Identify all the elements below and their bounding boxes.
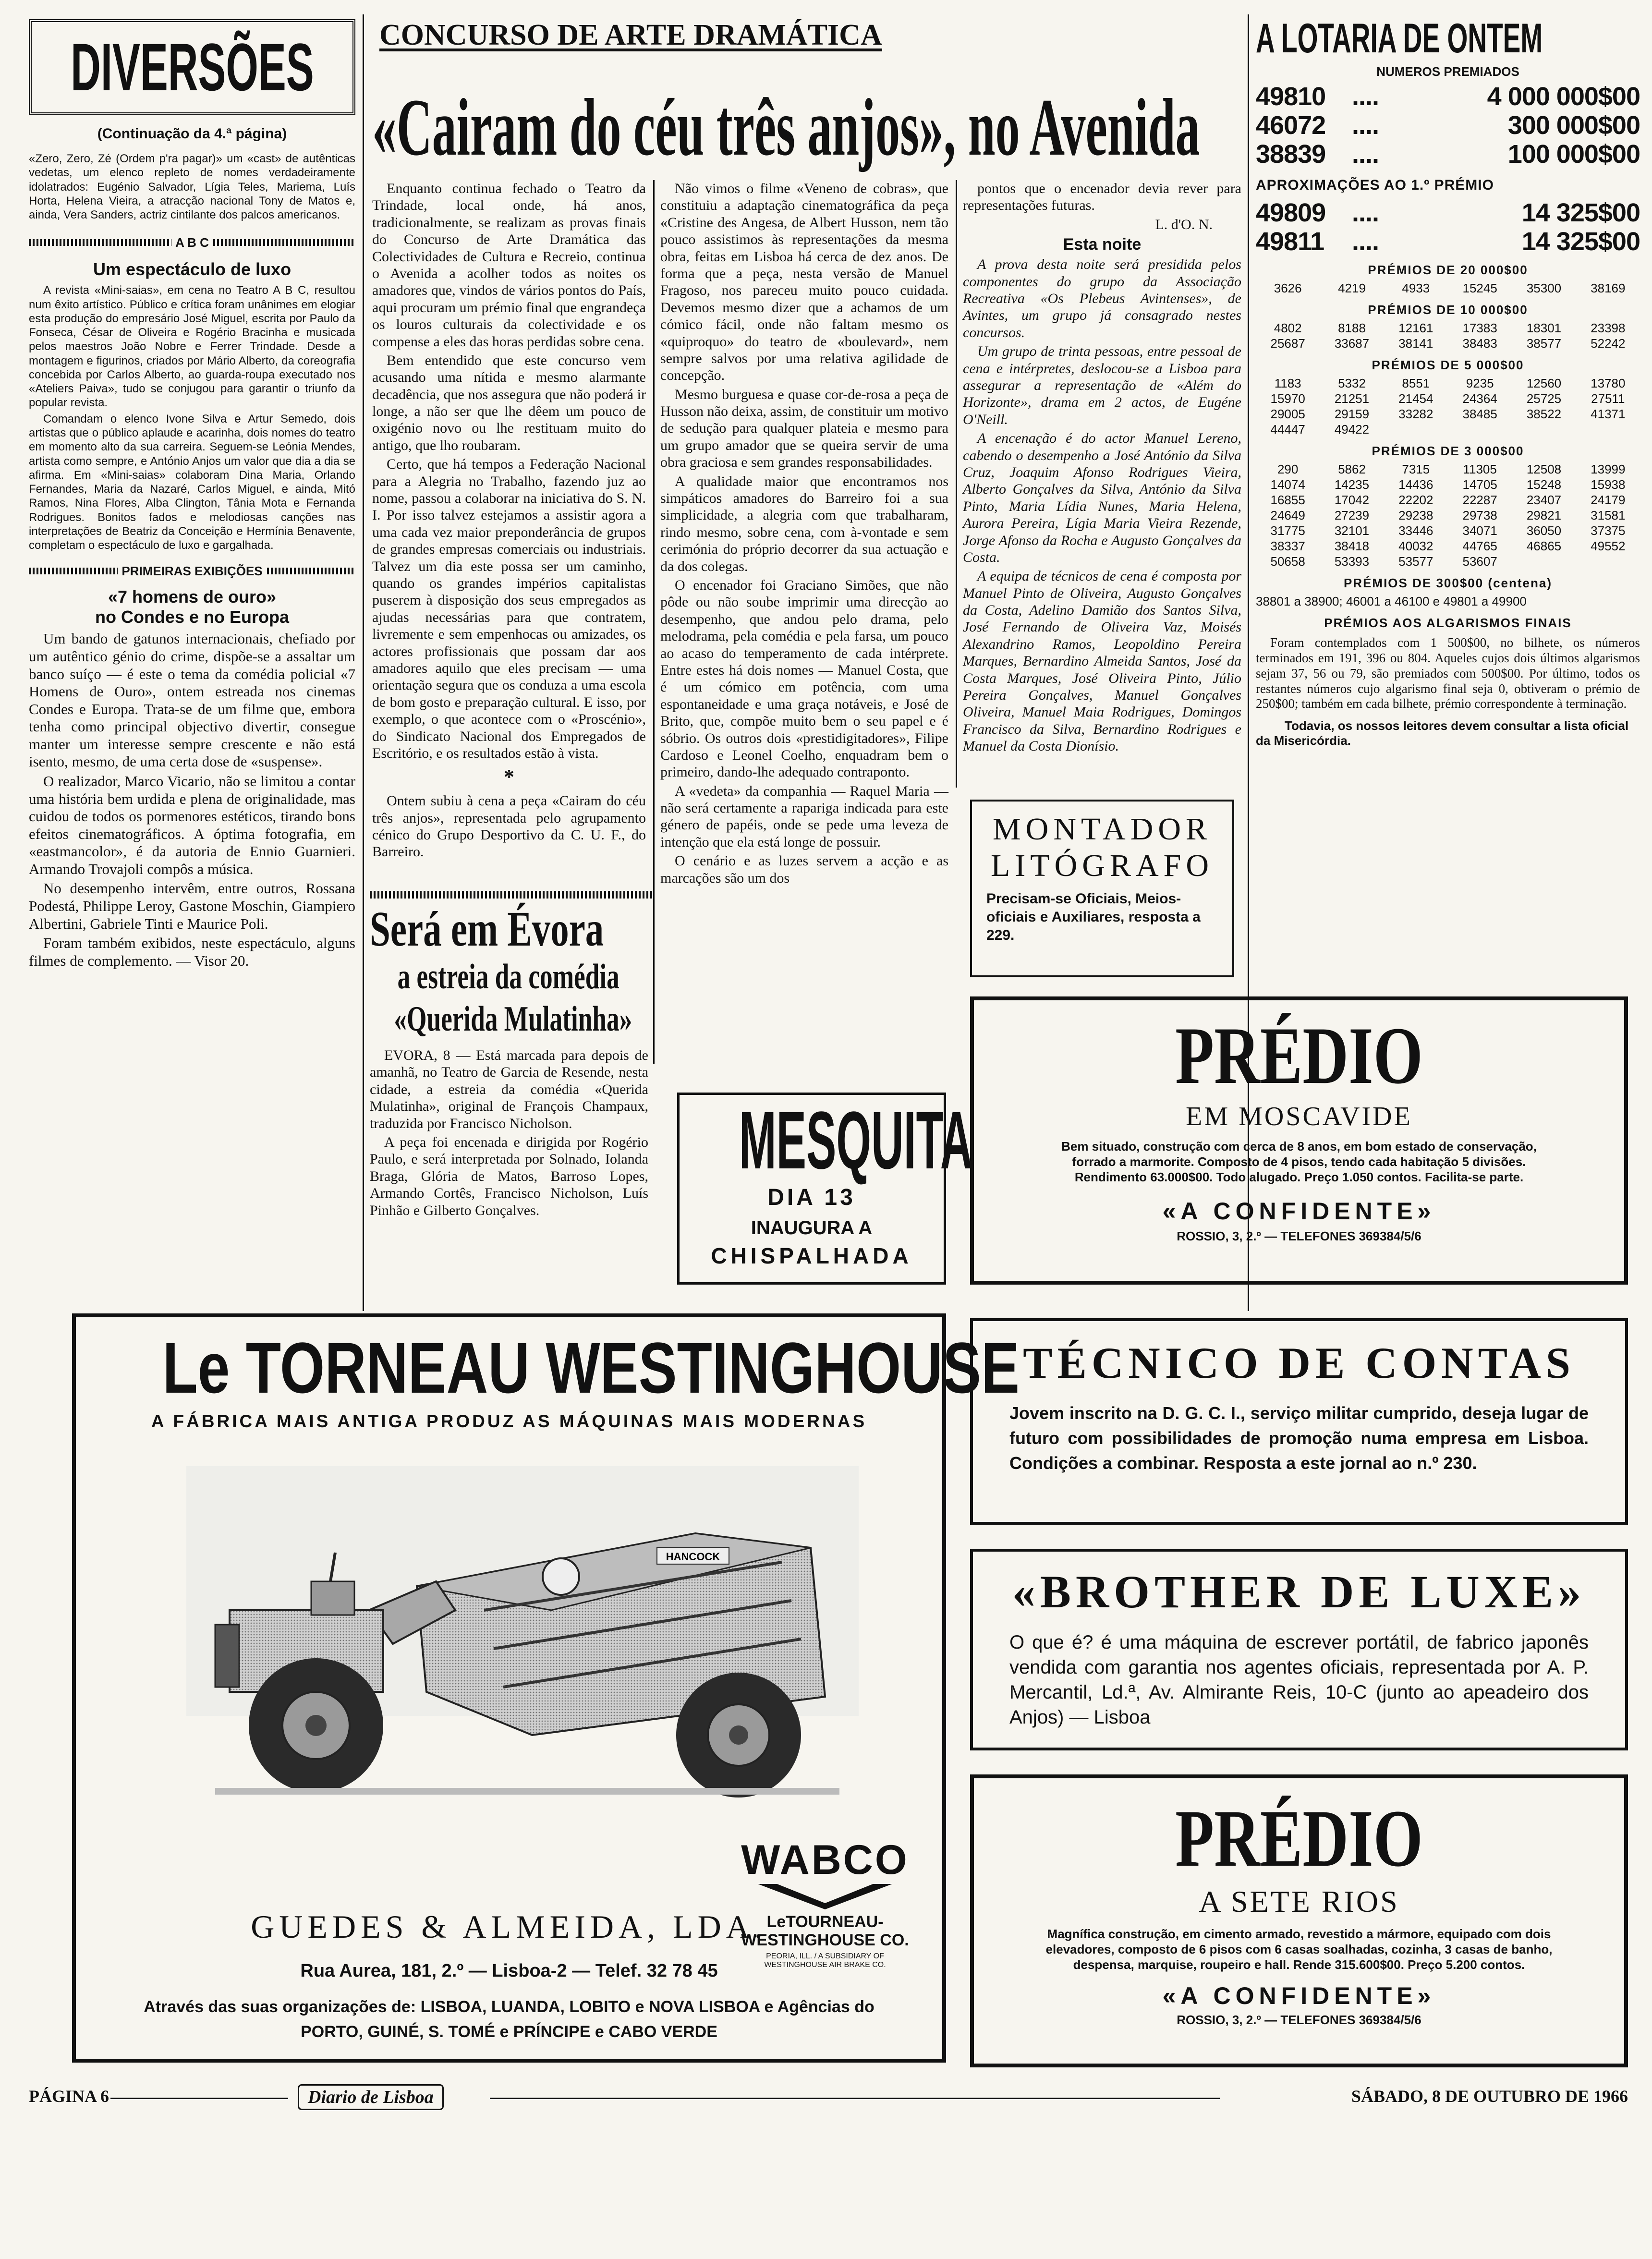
montador-line-2: LITÓGRAFO	[991, 848, 1214, 883]
concurso-paragraph: A qualidade maior que encontramos nos simpáticos amadores do Barreiro foi a sua simplicidade, a alegria com que trabalharam, rindo mesmo, sobre cena, com à-vontade e sem cerimónia do próprio decorrer da sua actuação e da dos colegas.	[660, 473, 948, 574]
prize-number: 4219	[1338, 281, 1366, 295]
tractor-seat	[311, 1581, 354, 1615]
tractor-wheel	[249, 1658, 383, 1793]
concurso-paragraph: Certo, que há tempos a Federação Nacional para a Alegria no Trabalho, fazendo juz ao nome, passou a colaborar na iniciativa do S. N. I. Por isso talvez estejamos a assistir agora a uma cada vez maior preponderância de grupos de grandes empresas comerciais ou industriais. Talvez um dia este possa ser um caminho, quando os grandes impérios capitalistas puserem à disposição dos seus empregados as ajudas necessárias para que contratem, livremente e sem empenhocas ou amizades, os actores profissionais que possam dar aos amadores aquilo que eles precisam — uma orientação segura que os conduza a uma escola de bom gosto e preparação cultural. E isso, por exemplo, o que acontece com o «Proscénio», do Sindicato Nacional dos Empregados de Escritório, e os resultados estão à vista.	[372, 456, 646, 761]
prize-number: 34071	[1462, 523, 1497, 538]
prize-number: 53393	[1334, 554, 1370, 569]
prize-number: 23398	[1591, 321, 1626, 335]
westinghouse-address: Rua Aurea, 181, 2.º — Lisboa-2 — Telef. 32 78 45	[300, 1961, 718, 1981]
concurso-subhead: Esta noite	[1063, 235, 1142, 254]
prize-number: 33687	[1334, 336, 1370, 351]
evora-paragraph: EVORA, 8 — Está marcada para depois de amanhã, no Teatro de Garcia de Resende, nesta cidade, a estreia da comédia «Querida Mulatinha», original de François Champaux, traduzida por Francisco Nicholson.	[370, 1047, 648, 1131]
evora-title: Será em Évora	[370, 901, 604, 957]
footer-paper-name	[298, 2084, 444, 2110]
diversoes-continuation: (Continuação da 4.ª página)	[97, 126, 287, 142]
abc-title: Um espectáculo de luxo	[93, 259, 292, 279]
concurso-paragraph: Não vimos o filme «Veneno de cobras», que constituiu a adaptação cinematográfica da peça «Cristine des Angesa, de Albert Husson, nem tão pouco assistimos às representações da mesma obra, feitas em Lisboa há cerca de dez anos. De forma que a peça, nesta versão de Manuel Fragoso, nos pareceu muito pouco cuidada. Devemos mesmo dizer que a achamos de um cómico fácil, onde não faltam mesmo os «quiproquo» do teatro de «boulevard», nem sempre salvos por uma relativa agilidade de concepção.	[660, 181, 948, 384]
concurso-paragraph: pontos que o encenador devia rever para representações futuras.	[963, 181, 1241, 214]
scraper-nameplate-label: HANCOCK	[666, 1551, 720, 1563]
wabco-wordmark: WABCO	[741, 1837, 909, 1883]
wabco-company-1: LeTOURNEAU-	[766, 1913, 884, 1931]
column-rule	[956, 180, 957, 788]
prize-number: 11305	[1463, 462, 1497, 476]
wabco-chevron-icon	[753, 1882, 897, 1910]
westinghouse-title: Le TORNEAU WESTINGHOUSE	[162, 1327, 1020, 1408]
prize-heading-algarismos: PRÉMIOS AOS ALGARISMOS FINAIS	[1324, 616, 1572, 630]
wabco-company-2: WESTINGHOUSE CO.	[741, 1931, 909, 1949]
predio-sete-rios-subtitle: A SETE RIOS	[1199, 1884, 1399, 1919]
footer-date: SÁBADO, 8 DE OUTUBRO DE 1966	[1351, 2087, 1628, 2106]
evora-section	[370, 903, 648, 1221]
prize-number: 38418	[1334, 539, 1370, 553]
prize-number: 49422	[1334, 422, 1370, 437]
predio-sete-rios-ad	[970, 1774, 1628, 2067]
prize-number: 15245	[1462, 281, 1497, 295]
prize-number: 44447	[1270, 422, 1305, 437]
prize-number: 21454	[1398, 391, 1433, 406]
evora-body	[370, 1047, 648, 1219]
concurso-kicker-text: CONCURSO DE ARTE DRAMÁTICA	[379, 19, 882, 51]
page-footer	[29, 2084, 1628, 2118]
prize-number: 24179	[1591, 493, 1626, 507]
westinghouse-dealer: GUEDES & ALMEIDA, LDA.	[251, 1908, 767, 1945]
brother-ad	[970, 1549, 1628, 1750]
ground-shadow	[215, 1788, 839, 1795]
prize-number: 53607	[1462, 554, 1497, 569]
primeiras-title-2: no Condes e no Europa	[95, 607, 289, 627]
prize-number: 17383	[1462, 321, 1497, 335]
prize-number: 38483	[1462, 336, 1497, 351]
prize-number: 33282	[1398, 407, 1433, 421]
prize-numbers-3000	[1256, 462, 1640, 569]
brother-title: «BROTHER DE LUXE»	[1012, 1566, 1586, 1617]
predio-sete-rios-address: ROSSIO, 3, 2.º — TELEFONES 369384/5/6	[1177, 2013, 1421, 2027]
lotaria-section	[1256, 15, 1640, 748]
scraper-machine-illustration	[186, 1466, 859, 1812]
prize-number: 46865	[1526, 539, 1562, 553]
prize-number: 38141	[1398, 336, 1433, 351]
mesquita-line-1: INAUGURA A	[751, 1217, 873, 1239]
prize-number: 5862	[1338, 462, 1366, 476]
montador-line-1: MONTADOR	[992, 812, 1212, 847]
prize-number: 3626	[1274, 281, 1302, 295]
prize-heading-10000: PRÉMIOS DE 10 000$00	[1368, 303, 1528, 317]
concurso-paragraph: Bem entendido que este concurso vem acusando uma nítida e mesmo alarmante decadência, que nos assegura que não poderá ir longe, a não ser que lhe dêem um pouco de oxigénio novo ou lhe restituam muito do antigo, que lho roubaram.	[372, 352, 646, 453]
prize-number: 14705	[1462, 477, 1497, 492]
lotaria-aprox-row: 49811 .... 14 325$00	[1256, 227, 1640, 256]
prize-number: 15248	[1526, 477, 1562, 492]
predio-moscavide-body: Bem situado, construção com cerca de 8 anos, em bom estado de conservação, forrado a marmorite. Composto de 4 pisos, tendo cada habitação 5 divisões. Rendimento 63.000$00. Todo alugado. Preço 1.050 contos. Facilita-se parte.	[1061, 1139, 1537, 1184]
tecnico-body: Jovem inscrito na D. G. C. I., serviço militar cumprido, deseja lugar de futuro com possibilidades de promoção numa empresa em Lisboa. Condições a combinar. Resposta a este jornal ao n.º 230.	[1009, 1403, 1589, 1473]
brother-body: O que é? é uma máquina de escrever portátil, de fabrico japonês vendida com garantia nos agentes oficiais, representada por A. P. Mercantil, Ld.ª, Av. Almirante Reis, 10-C (junto ao apeadeiro dos Anjos) — Lisboa	[1009, 1632, 1589, 1728]
prize-numbers-10000	[1256, 320, 1640, 351]
wabco-company-4: WESTINGHOUSE AIR BRAKE CO.	[764, 1961, 886, 1969]
diversoes-title-box	[29, 19, 355, 115]
lotaria-subtitle: NUMEROS PREMIADOS	[1376, 64, 1519, 79]
prize-number: 8188	[1338, 321, 1366, 335]
prize-number: 5332	[1338, 376, 1366, 390]
prize-number: 31775	[1270, 523, 1305, 538]
concurso-paragraph: Mesmo burguesa e quase cor-de-rosa a peça de Husson não deixa, assim, de constituir um motivo de sedução para qualquer plateia e mesmo para um grupo amador que se queira servir de uma obra graciosa e sem grandes responsabilidades.	[660, 386, 948, 471]
prize-number: 12508	[1526, 462, 1562, 476]
westinghouse-organizations: Através das suas organizações de: LISBOA, LUANDA, LOBITO e NOVA LISBOA e Agências do PORTO, GUINÉ, S. TOMÉ e PRÍNCIPE e CABO VERDE	[144, 1998, 875, 2041]
tecnico-ad	[970, 1318, 1628, 1525]
prize-number: 32101	[1334, 523, 1370, 538]
prize-number: 21251	[1334, 391, 1370, 406]
primeiras-bar: PRIMEIRAS EXIBIÇÕES	[29, 565, 355, 579]
primeiras-paragraph: O realizador, Marco Vicario, não se limitou a contar uma história bem urdida e plena de originalidade, mas cuidou de todos os pormenores estéticos, tirando bons efeitos cinematográficos. A óptima fotografia, em «eastmancolor», é da autoria de Ennio Guarnieri. Armando Trovajoli compôs a música.	[29, 773, 355, 877]
prize-number: 29738	[1462, 508, 1497, 522]
prize-number: 38169	[1591, 281, 1626, 295]
separator-star: *	[504, 765, 514, 789]
mesquita-title: MESQUITA	[739, 1095, 973, 1186]
concurso-paragraph: A prova desta noite será presidida pelos componentes do grupo da Associação Recreativa «Os Plebeus Avintenses», de Avintes, um grupo já consagrado nestes concursos.	[963, 256, 1241, 340]
prize-number: 18301	[1526, 321, 1562, 335]
lotaria-note: Todavia, os nossos leitores devem consultar a lista oficial da Misericórdia.	[1256, 718, 1629, 748]
prize-numbers-5000	[1256, 376, 1640, 437]
prize-number: 7315	[1402, 462, 1430, 476]
mesquita-date: DIA 13	[767, 1185, 856, 1210]
lotaria-row: 38839 .... 100 000$00	[1256, 140, 1640, 169]
prize-number: 29238	[1398, 508, 1433, 522]
tractor-radiator	[215, 1625, 239, 1687]
lotaria-aprox-row: 49809 .... 14 325$00	[1256, 198, 1640, 227]
wabco-company-3: PEORIA, ILL. / A SUBSIDIARY OF	[766, 1952, 884, 1960]
predio-moscavide-ad	[970, 996, 1628, 1285]
section-rule	[370, 891, 653, 899]
prize-number: 29005	[1270, 407, 1305, 421]
predio-sete-rios-title: PRÉDIO	[1175, 1793, 1423, 1883]
prize-number: 14235	[1334, 477, 1370, 492]
prize-number: 16855	[1270, 493, 1305, 507]
prize-number: 53577	[1398, 554, 1433, 569]
footer-page-number: PÁGINA 6	[29, 2087, 109, 2106]
prize-number: 17042	[1334, 493, 1370, 507]
footer-paper-name-text: Diario de Lisboa	[308, 2087, 434, 2107]
prize-number: 27511	[1591, 391, 1625, 406]
prize-number: 38337	[1270, 539, 1305, 553]
prize-heading-centena: PRÉMIOS DE 300$00 (centena)	[1343, 576, 1553, 590]
concurso-paragraph: O encenador foi Graciano Simões, que não pôde ou não soube imprimir uma direcção ao desempenho, que andou pelo drama, pelo melodrama, pela comédia e pela farsa, um pouco ao acaso do temperamento de cada intérprete. Entre estes há dois nomes — Manuel Costa, que é um cómico em potência, com uma espontaneidade e uma graça notáveis, e José de Brito, que, compõe muito bem o seu papel e é sóbrio. Os outros dois «prestidigitadores», Filipe Cardoso e Leonel Coelho, enquadram bem o primeiro, dando-lhe adequado contraponto.	[660, 577, 948, 780]
lotaria-title: A LOTARIA DE ONTEM	[1256, 15, 1543, 61]
prize-number: 49552	[1591, 539, 1626, 553]
prize-number: 4933	[1402, 281, 1430, 295]
prize-number: 35300	[1526, 281, 1562, 295]
prize-number: 4802	[1274, 321, 1302, 335]
lotaria-aprox-heading: APROXIMAÇÕES AO 1.º PRÉMIO	[1256, 177, 1494, 193]
prize-number: 14074	[1270, 477, 1305, 492]
prize-number: 13999	[1591, 462, 1626, 476]
concurso-signature: L. d'O. N.	[1155, 216, 1213, 232]
column-rule	[363, 14, 364, 1311]
concurso-headline: «Cairam do céu três anjos», no Avenida	[372, 82, 1200, 172]
lotaria-main-prizes	[1256, 82, 1640, 169]
concurso-paragraph: O cenário e as luzes servem a acção e as marcações são um dos	[660, 853, 948, 886]
predio-moscavide-agent: «A CONFIDENTE»	[1162, 1198, 1436, 1225]
prize-number: 52242	[1591, 336, 1626, 351]
concurso-col-3	[963, 180, 1241, 757]
predio-sete-rios-agent: «A CONFIDENTE»	[1162, 1982, 1436, 2009]
prize-number: 290	[1277, 462, 1299, 476]
mesquita-ad	[677, 1093, 973, 1285]
diversoes-section	[29, 19, 355, 1316]
prize-number: 12560	[1526, 376, 1562, 390]
abc-body	[29, 283, 355, 552]
lotaria-row: 49810 .... 4 000 000$00	[1256, 82, 1640, 111]
evora-subtitle-1: a estreia da comédia	[397, 957, 620, 996]
primeiras-body	[29, 630, 355, 970]
concurso-paragraph: Um grupo de trinta pessoas, entre pessoal de cena e intérpretes, deslocou-se a Lisboa para assegurar a representação de «Além do Horizonte», drama em 2 actos, de Eugéne O'Neill.	[963, 343, 1241, 427]
concurso-col-2	[660, 180, 948, 888]
concurso-headline-wrap	[372, 79, 1246, 175]
primeiras-paragraph: Foram também exibidos, neste espectáculo, alguns filmes de complemento. — Visor 20.	[29, 935, 355, 969]
column-rule	[653, 180, 655, 1064]
prize-number: 13780	[1591, 376, 1626, 390]
prize-number: 22287	[1462, 493, 1497, 507]
prize-number: 38485	[1462, 407, 1497, 421]
primeiras-paragraph: No desempenho intervêm, entre outros, Rossana Podestá, Philippe Leroy, Gastone Moschin, Giampiero Albertini, Gabriele Tinti e Maurice Poli.	[29, 880, 355, 932]
prize-number: 1183	[1274, 376, 1301, 390]
mesquita-line-2: CHISPALHADA	[711, 1243, 912, 1268]
prize-number: 24649	[1270, 508, 1305, 522]
lotaria-row: 46072 .... 300 000$00	[1256, 111, 1640, 140]
tecnico-title: TÉCNICO DE CONTAS	[1023, 1338, 1575, 1387]
prize-number: 37375	[1591, 523, 1626, 538]
wabco-logo	[734, 1838, 916, 1969]
prize-number: 8551	[1402, 376, 1430, 390]
prize-number: 29159	[1334, 407, 1370, 421]
diversoes-intro: «Zero, Zero, Zé (Ordem p'ra pagar)» um «cast» de autênticas vedetas, um elenco repleto de nomes verdadeiramente idolatrados: Eugénio Salvador, Lígia Teles, Mariema, Luís Horta, Helena Vieira, a atracção nacional Tony de Matos e, ainda, Vera Sanders, actriz cintilante dos palcos americanos.	[29, 152, 355, 222]
prize-number: 38577	[1526, 336, 1562, 351]
prize-number: 27239	[1334, 508, 1370, 522]
prize-heading-5000: PRÉMIOS DE 5 000$00	[1372, 358, 1524, 372]
prize-number: 15970	[1270, 391, 1305, 406]
westinghouse-subtitle: A FÁBRICA MAIS ANTIGA PRODUZ AS MÁQUINAS MAIS MODERNAS	[151, 1411, 867, 1431]
lotaria-title-box	[1256, 15, 1640, 61]
concurso-paragraph: A encenação é do actor Manuel Lereno, cabendo o desempenho a José António da Silva Cruz, Joaquim Afonso Rodrigues Vieira, Alberto Gonçalves da Silva, António da Silva Pinto, Maria Lídia Nunes, Maria Helena, Aurora Pereira, Lígia Maria Vieira Rezende, Jorge Afonso da Rocha e Augusto Gonçalves da Costa.	[963, 430, 1241, 565]
concurso-paragraph: A equipa de técnicos de cena é composta por Manuel Pinto de Oliveira, Augusto Gonçalves da Costa, Adelino Damião dos Santos Silva, José Fernando de Oliveira Vaz, Moisés Alexandrino Ramos, Leopoldino Pereira Marques, Bernardino Almeida Santos, José da Costa Marques, José Oliveira Pinto, Júlio Pereira Gonçalves, Manuel Gonçalves Oliveira, Manuel Maia Rodrigues, Domingos Francisco da Silva, Bernardino Rodrigues e Manuel da Costa Dionísio.	[963, 568, 1241, 754]
prize-number: 33446	[1398, 523, 1433, 538]
prize-number: 44765	[1462, 539, 1497, 553]
prize-number: 50658	[1270, 554, 1305, 569]
prize-centena-text: 38801 a 38900; 46001 a 46100 e 49801 a 49900	[1256, 594, 1527, 608]
prize-number: 14436	[1398, 477, 1433, 492]
abc-paragraph: A revista «Mini-saias», em cena no Teatro A B C, resultou num êxito artístico. Público e crítica foram unânimes em elogiar esta produção do empresário José Miguel, escrita por Paulo da Fonseca, César de Oliveira e Rogério Bracinha e musicada pelos maestros João Nobre e Ferrer Trindade. Desde a montagem e figurinos, criados por Mário Alberto, da coreografia concebida por Carlos Alberto, ao guarda-roupa executado nos «Ateliers Paiva», tudo se conjugou para garantir o triunfo da popular revista.	[29, 284, 355, 410]
prize-number: 38522	[1526, 407, 1562, 421]
prize-number: 31581	[1591, 508, 1626, 522]
prize-number: 23407	[1526, 493, 1562, 507]
concurso-paragraph: Enquanto continua fechado o Teatro da Trindade, local onde, há anos, tradicionalmente, se realizam as provas finais do Concurso de Arte Dramática das Colectividades de Cultura e Recreio, continua o Avenida a acolher todos as noites os amadores que, vindos de vários pontos do País, aqui procuram um prémio final que engrandeça os louros culturais da colectividade e os compense a eles das horas perdidas sobre cena.	[372, 181, 646, 350]
footer-rule	[110, 2098, 288, 2099]
predio-moscavide-subtitle: EM MOSCAVIDE	[1186, 1102, 1412, 1131]
prize-number: 25687	[1270, 336, 1305, 351]
prize-heading-3000: PRÉMIOS DE 3 000$00	[1372, 444, 1524, 458]
prize-number: 36050	[1526, 523, 1562, 538]
westinghouse-ad	[72, 1313, 1020, 2063]
evora-paragraph: A peça foi encenada e dirigida por Rogério Paulo, e será interpretada por Solnado, Iolanda Braga, Glória de Matos, Barroso Lopes, Armando Cortês, Francisco Nicholson, Luís Pinhão e Gilberto Gonçalves.	[370, 1134, 648, 1218]
diversoes-title: DIVERSÕES	[70, 29, 314, 105]
scraper-wheel	[676, 1673, 801, 1797]
prize-heading-20000: PRÉMIOS DE 20 000$00	[1368, 263, 1528, 277]
predio-moscavide-address: ROSSIO, 3, 2.º — TELEFONES 369384/5/6	[1177, 1229, 1421, 1243]
primeiras-title-1: «7 homens de ouro»	[108, 587, 277, 607]
prize-algarismos-text: Foram contemplados com 1 500$00, no bilhete, os números terminados em 191, 396 ou 804. Aqueles cujos dois últimos algarismos sejam 37, 56 ou 79, são premiados com 500$00. Por último, todos os restantes números cujo algarismo final seja 0, obtiveram o prémio de 250$00; também em cada bilhete, prémio correspondente à terminação.	[1256, 635, 1640, 711]
prize-number: 12161	[1398, 321, 1433, 335]
concurso-paragraph: A «vedeta» da companhia — Raquel Maria — não será certamente a rapariga indicada para este género de papéis, onde se pede uma leveza de intenção que ela está longe de possuir.	[660, 783, 948, 850]
montador-body: Precisam-se Oficiais, Meios-oficiais e Auxiliares, resposta a 229.	[986, 891, 1201, 943]
concurso-kicker	[379, 18, 980, 52]
prize-number: 22202	[1398, 493, 1433, 507]
prize-number: 25725	[1526, 391, 1562, 406]
evora-subtitle-2: «Querida Mulatinha»	[394, 999, 632, 1039]
prize-number: 9235	[1466, 376, 1494, 390]
concurso-col-1	[372, 180, 646, 862]
prize-number: 41371	[1591, 407, 1626, 421]
montador-ad	[970, 800, 1234, 977]
prize-number: 24364	[1462, 391, 1497, 406]
prize-number: 15938	[1591, 477, 1626, 492]
prize-number: 29821	[1526, 508, 1562, 522]
predio-sete-rios-body: Magnífica construção, em cimento armado, revestido a mármore, equipado com dois elevadores, composto de 6 pisos com 6 casas soalhadas, cozinha, 3 casas de banho, despensa, marquise, roupeiro e hall. Rende 315.600$00. Preço 5.200 contos.	[1045, 1927, 1553, 1972]
predio-moscavide-title: PRÉDIO	[1175, 1010, 1423, 1101]
primeiras-paragraph: Um bando de gatunos internacionais, chefiado por um autêntico génio do crime, dispõe-se a assaltar um banco suíço — é este o tema da comédia policial «7 Homens de Ouro», ontem estreada nos cinemas Condes e Europa. Trata-se de um filme que, embora tenha como principal objectivo divertir, consegue manter um interesse sempre crescente e não está isento, mesmo, de uma certa dose de «suspense».	[29, 630, 355, 770]
concurso-paragraph: Ontem subiu à cena a peça «Cairam do céu três anjos», representada pelo agrupamento cénico do Grupo Desportivo da C. U. F., do Barreiro.	[372, 793, 646, 860]
footer-rule	[490, 2098, 1220, 2099]
h-emblem	[543, 1558, 579, 1595]
prize-number: 40032	[1398, 539, 1433, 553]
prize-numbers-20000	[1256, 280, 1640, 296]
abc-paragraph: Comandam o elenco Ivone Silva e Artur Semedo, dois artistas que o público aplaude e acarinha, dois nomes do teatro em momento alto da sua carreira. Seguem-se Leónia Mendes, artista como sempre, e António Anjos um valor que dia a dia se afirma. Em «Mini-saias» colaboram Dina Maria, Orlando Fernandes, Maria da Nazaré, Carlos Miguel, e ainda, Mitó Ramos, Nina Flores, Alba Clington, Tânia Mota e Fernanda Rodrigues. Bonitos fados e melodiosas canções nas interpretações de Beatriz da Conceição e Hermínia Benavente, completam o espectáculo de luxo e gargalhada.	[29, 412, 355, 552]
abc-bar: A B C	[29, 236, 355, 251]
